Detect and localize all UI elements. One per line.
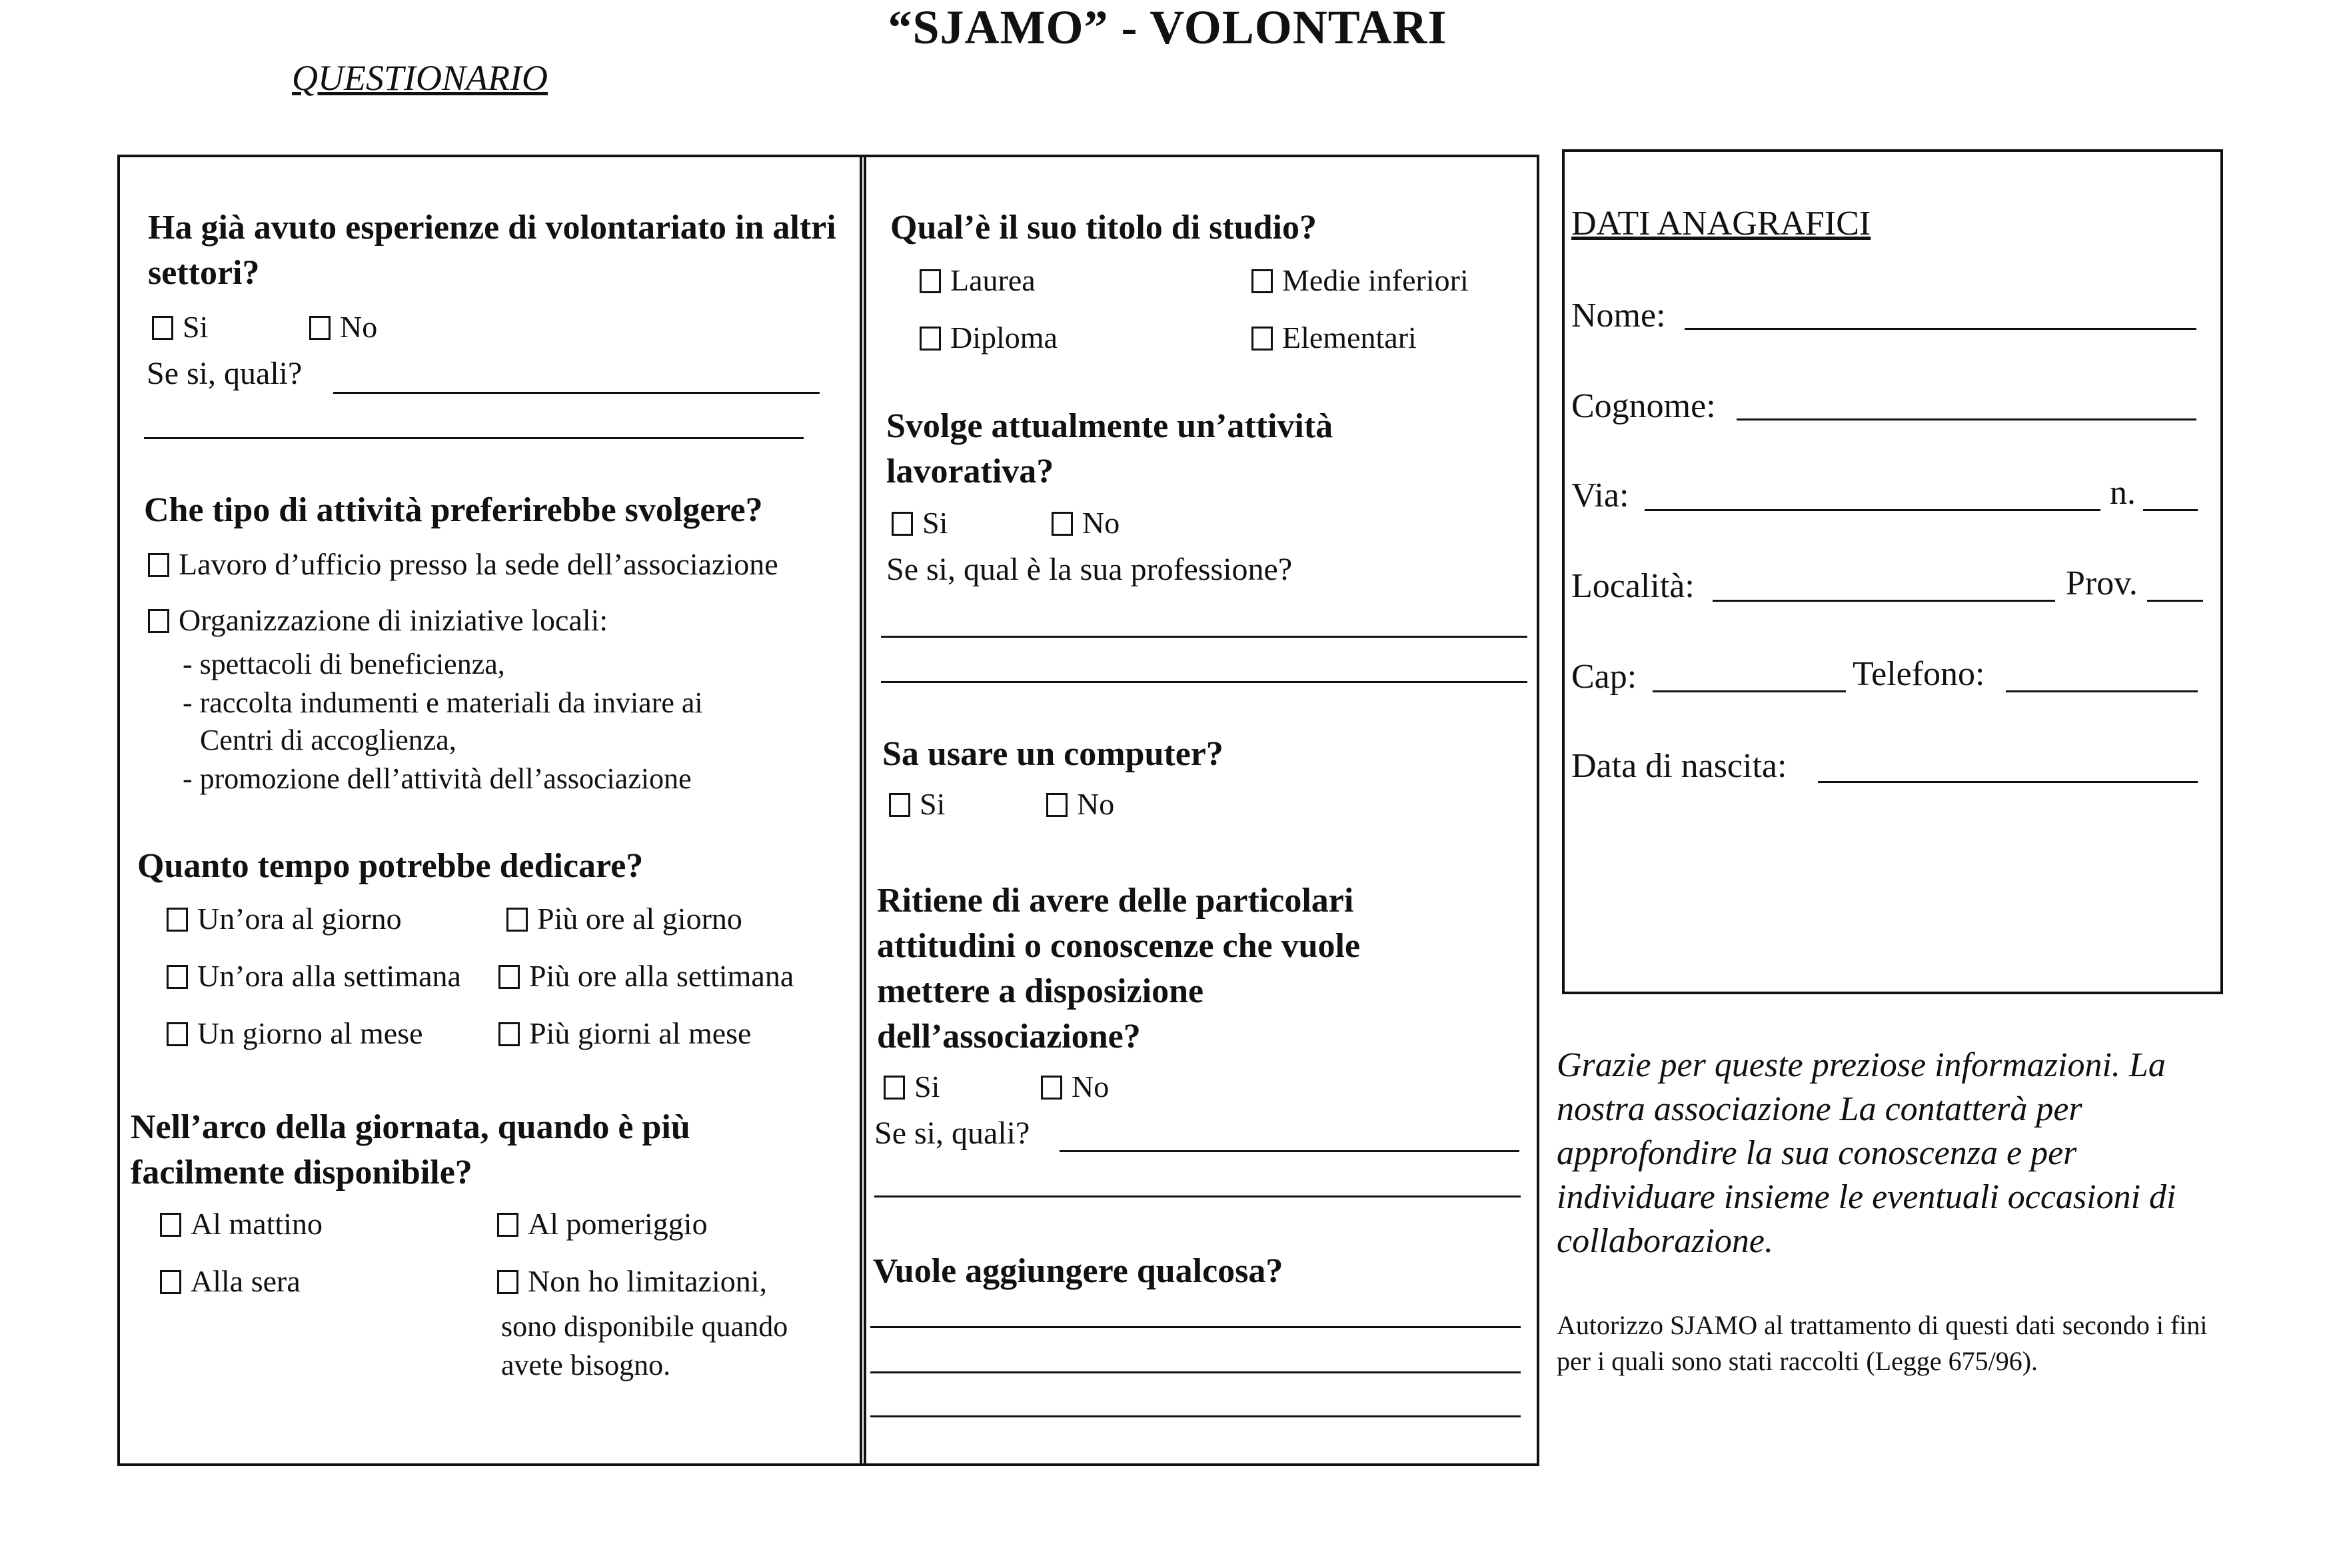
- option-lavoro-no[interactable]: [1052, 504, 1120, 542]
- checkbox[interactable]: [506, 908, 528, 932]
- option-computer-no[interactable]: [1046, 785, 1114, 824]
- q-titolo-studio: Qual’è il suo titolo di studio?: [890, 209, 1317, 247]
- telefono-field[interactable]: [2006, 690, 2198, 692]
- option-nessuna-limitazione-cont2: avete bisogno.: [501, 1349, 671, 1381]
- localita-label: Località:: [1571, 567, 1695, 605]
- aggiungere-answer-line-2[interactable]: [870, 1371, 1521, 1373]
- option-label: Si: [922, 506, 948, 540]
- option-diploma[interactable]: [920, 319, 1058, 357]
- option-label: Si: [920, 787, 946, 821]
- sub-raccolta: - raccolta indumenti e materiali da inviare ai: [183, 686, 703, 719]
- option-label: Non ho limitazioni,: [528, 1264, 768, 1298]
- checkbox[interactable]: [152, 316, 173, 340]
- option-label: Un’ora al giorno: [197, 902, 402, 936]
- checkbox[interactable]: [1251, 269, 1273, 293]
- q-esperienze: Ha già avuto esperienze di volontariato in altri settori?: [148, 209, 836, 292]
- checkbox[interactable]: [920, 269, 941, 293]
- q-tempo: Quanto tempo potrebbe dedicare?: [137, 847, 644, 885]
- option-esperienze-no[interactable]: [309, 308, 377, 347]
- cognome-field[interactable]: [1737, 418, 2196, 420]
- cognome-label: Cognome:: [1571, 387, 1716, 425]
- option-nessuna-limitazione-cont: sono disponibile quando: [501, 1310, 788, 1343]
- option-label: Più ore alla settimana: [529, 959, 794, 993]
- esperienze-answer-line-1[interactable]: [333, 392, 820, 394]
- q-aggiungere: Vuole aggiungere qualcosa?: [873, 1252, 1283, 1290]
- option-lavoro-si[interactable]: [892, 504, 948, 542]
- q-attivita-lavorativa: Svolge attualmente un’attività lavorativa?: [886, 407, 1333, 490]
- aggiungere-answer-line-1[interactable]: [870, 1326, 1521, 1328]
- option-label: No: [340, 310, 378, 344]
- thank-you-message: Grazie per queste preziose informazioni. La nostra associazione La contatterà per approfondire la sua conoscenza e per individuare insieme le eventuali occasioni di collaborazione.: [1557, 1046, 2176, 1260]
- attitudini-answer-line-1[interactable]: [1060, 1150, 1519, 1152]
- option-ora-giorno[interactable]: [167, 900, 402, 938]
- checkbox[interactable]: [160, 1270, 181, 1294]
- q-disponibilita: Nell’arco della giornata, quando è più facilmente disponibile?: [131, 1108, 690, 1191]
- q-computer: Sa usare un computer?: [882, 735, 1223, 773]
- followup-attitudini-label: Se si, quali?: [874, 1116, 1030, 1151]
- page-title: “SJAMO” - VOLONTARI: [888, 1, 1447, 54]
- option-label: Alla sera: [191, 1264, 301, 1298]
- prov-label: Prov.: [2066, 564, 2138, 602]
- option-elementari[interactable]: [1251, 319, 1417, 357]
- option-label: Al pomeriggio: [528, 1207, 708, 1241]
- checkbox[interactable]: [167, 908, 188, 932]
- checkbox[interactable]: [1052, 512, 1073, 536]
- checkbox[interactable]: [167, 965, 188, 989]
- sub-promozione: - promozione dell’attività dell’associazione: [183, 762, 692, 795]
- option-piu-ore-settimana[interactable]: [498, 957, 794, 996]
- checkbox[interactable]: [167, 1022, 188, 1046]
- dati-anagrafici-heading: DATI ANAGRAFICI: [1571, 205, 1871, 243]
- via-label: Via:: [1571, 476, 1629, 514]
- nome-field[interactable]: [1685, 328, 2196, 330]
- option-label: Un giorno al mese: [197, 1016, 423, 1050]
- option-organizzazione[interactable]: [148, 601, 608, 640]
- option-giorno-mese[interactable]: [167, 1014, 423, 1053]
- nome-label: Nome:: [1571, 297, 1666, 335]
- checkbox[interactable]: [148, 609, 169, 633]
- option-lavoro-ufficio[interactable]: [148, 545, 778, 584]
- option-nessuna-limitazione[interactable]: [497, 1262, 767, 1301]
- option-label: Organizzazione di iniziative locali:: [179, 603, 608, 637]
- option-attitudini-no[interactable]: [1041, 1068, 1109, 1106]
- option-label: Laurea: [950, 263, 1036, 297]
- option-label: Più ore al giorno: [537, 902, 742, 936]
- option-label: Lavoro d’ufficio presso la sede dell’associazione: [179, 547, 778, 581]
- option-label: Si: [183, 310, 209, 344]
- checkbox[interactable]: [148, 553, 169, 577]
- option-label: Un’ora alla settimana: [197, 959, 461, 993]
- checkbox[interactable]: [892, 512, 913, 536]
- checkbox[interactable]: [498, 965, 520, 989]
- checkbox[interactable]: [160, 1213, 181, 1237]
- option-label: Diploma: [950, 321, 1058, 355]
- option-piu-ore-giorno[interactable]: [506, 900, 742, 938]
- checkbox[interactable]: [497, 1213, 518, 1237]
- esperienze-answer-line-2[interactable]: [144, 437, 804, 439]
- option-label: No: [1072, 1070, 1110, 1104]
- option-esperienze-si[interactable]: [152, 308, 208, 347]
- checkbox[interactable]: [889, 793, 910, 817]
- checkbox[interactable]: [1041, 1076, 1062, 1100]
- option-computer-si[interactable]: [889, 785, 945, 824]
- professione-answer-line-1[interactable]: [881, 636, 1527, 638]
- page-subtitle: QUESTIONARIO: [292, 58, 548, 98]
- option-piu-giorni-mese[interactable]: [498, 1014, 751, 1053]
- checkbox[interactable]: [920, 327, 941, 351]
- q-attitudini: Ritiene di avere delle particolari attitudini o conoscenze che vuole mettere a disposizione dell’associazione?: [877, 882, 1361, 1056]
- checkbox[interactable]: [1046, 793, 1068, 817]
- sub-raccolta-cont: Centri di accoglienza,: [200, 724, 456, 756]
- checkbox[interactable]: [498, 1022, 520, 1046]
- aggiungere-answer-line-3[interactable]: [870, 1415, 1521, 1417]
- sub-spettacoli: - spettacoli di beneficienza,: [183, 648, 505, 680]
- followup-esperienze-label: Se si, quali?: [147, 356, 303, 391]
- q-tipo-attivita: Che tipo di attività preferirebbe svolgere?: [144, 491, 763, 529]
- option-ora-settimana[interactable]: [167, 957, 461, 996]
- option-label: No: [1077, 787, 1115, 821]
- numero-field[interactable]: [2143, 509, 2198, 511]
- checkbox[interactable]: [309, 316, 331, 340]
- checkbox[interactable]: [884, 1076, 905, 1100]
- option-label: Elementari: [1282, 321, 1417, 355]
- followup-professione-label: Se si, qual è la sua professione?: [886, 552, 1293, 587]
- option-label: Al mattino: [191, 1207, 323, 1241]
- checkbox[interactable]: [1251, 327, 1273, 351]
- option-label: Si: [914, 1070, 940, 1104]
- option-laurea[interactable]: [920, 261, 1036, 300]
- via-field[interactable]: [1645, 509, 2100, 511]
- option-label: Medie inferiori: [1282, 263, 1469, 297]
- attitudini-answer-line-2[interactable]: [874, 1195, 1521, 1197]
- option-attitudini-si[interactable]: [884, 1068, 940, 1106]
- option-mattino[interactable]: [160, 1205, 323, 1243]
- professione-answer-line-2[interactable]: [881, 681, 1527, 683]
- data-nascita-field[interactable]: [1818, 781, 2198, 783]
- option-sera[interactable]: [160, 1262, 301, 1301]
- cap-label: Cap:: [1571, 658, 1637, 696]
- prov-field[interactable]: [2147, 600, 2203, 602]
- option-label: Più giorni al mese: [529, 1016, 752, 1050]
- privacy-consent: Autorizzo SJAMO al trattamento di questi dati secondo i fini per i quali sono stati raccolti (Legge 675/96).: [1557, 1310, 2208, 1376]
- cap-field[interactable]: [1653, 690, 1846, 692]
- telefono-label: Telefono:: [1853, 655, 1985, 693]
- numero-label: n.: [2110, 474, 2136, 512]
- data-nascita-label: Data di nascita:: [1571, 747, 1787, 785]
- option-pomeriggio[interactable]: [497, 1205, 708, 1243]
- checkbox[interactable]: [497, 1270, 518, 1294]
- option-label: No: [1082, 506, 1120, 540]
- localita-field[interactable]: [1713, 600, 2055, 602]
- option-medie-inferiori[interactable]: [1251, 261, 1469, 300]
